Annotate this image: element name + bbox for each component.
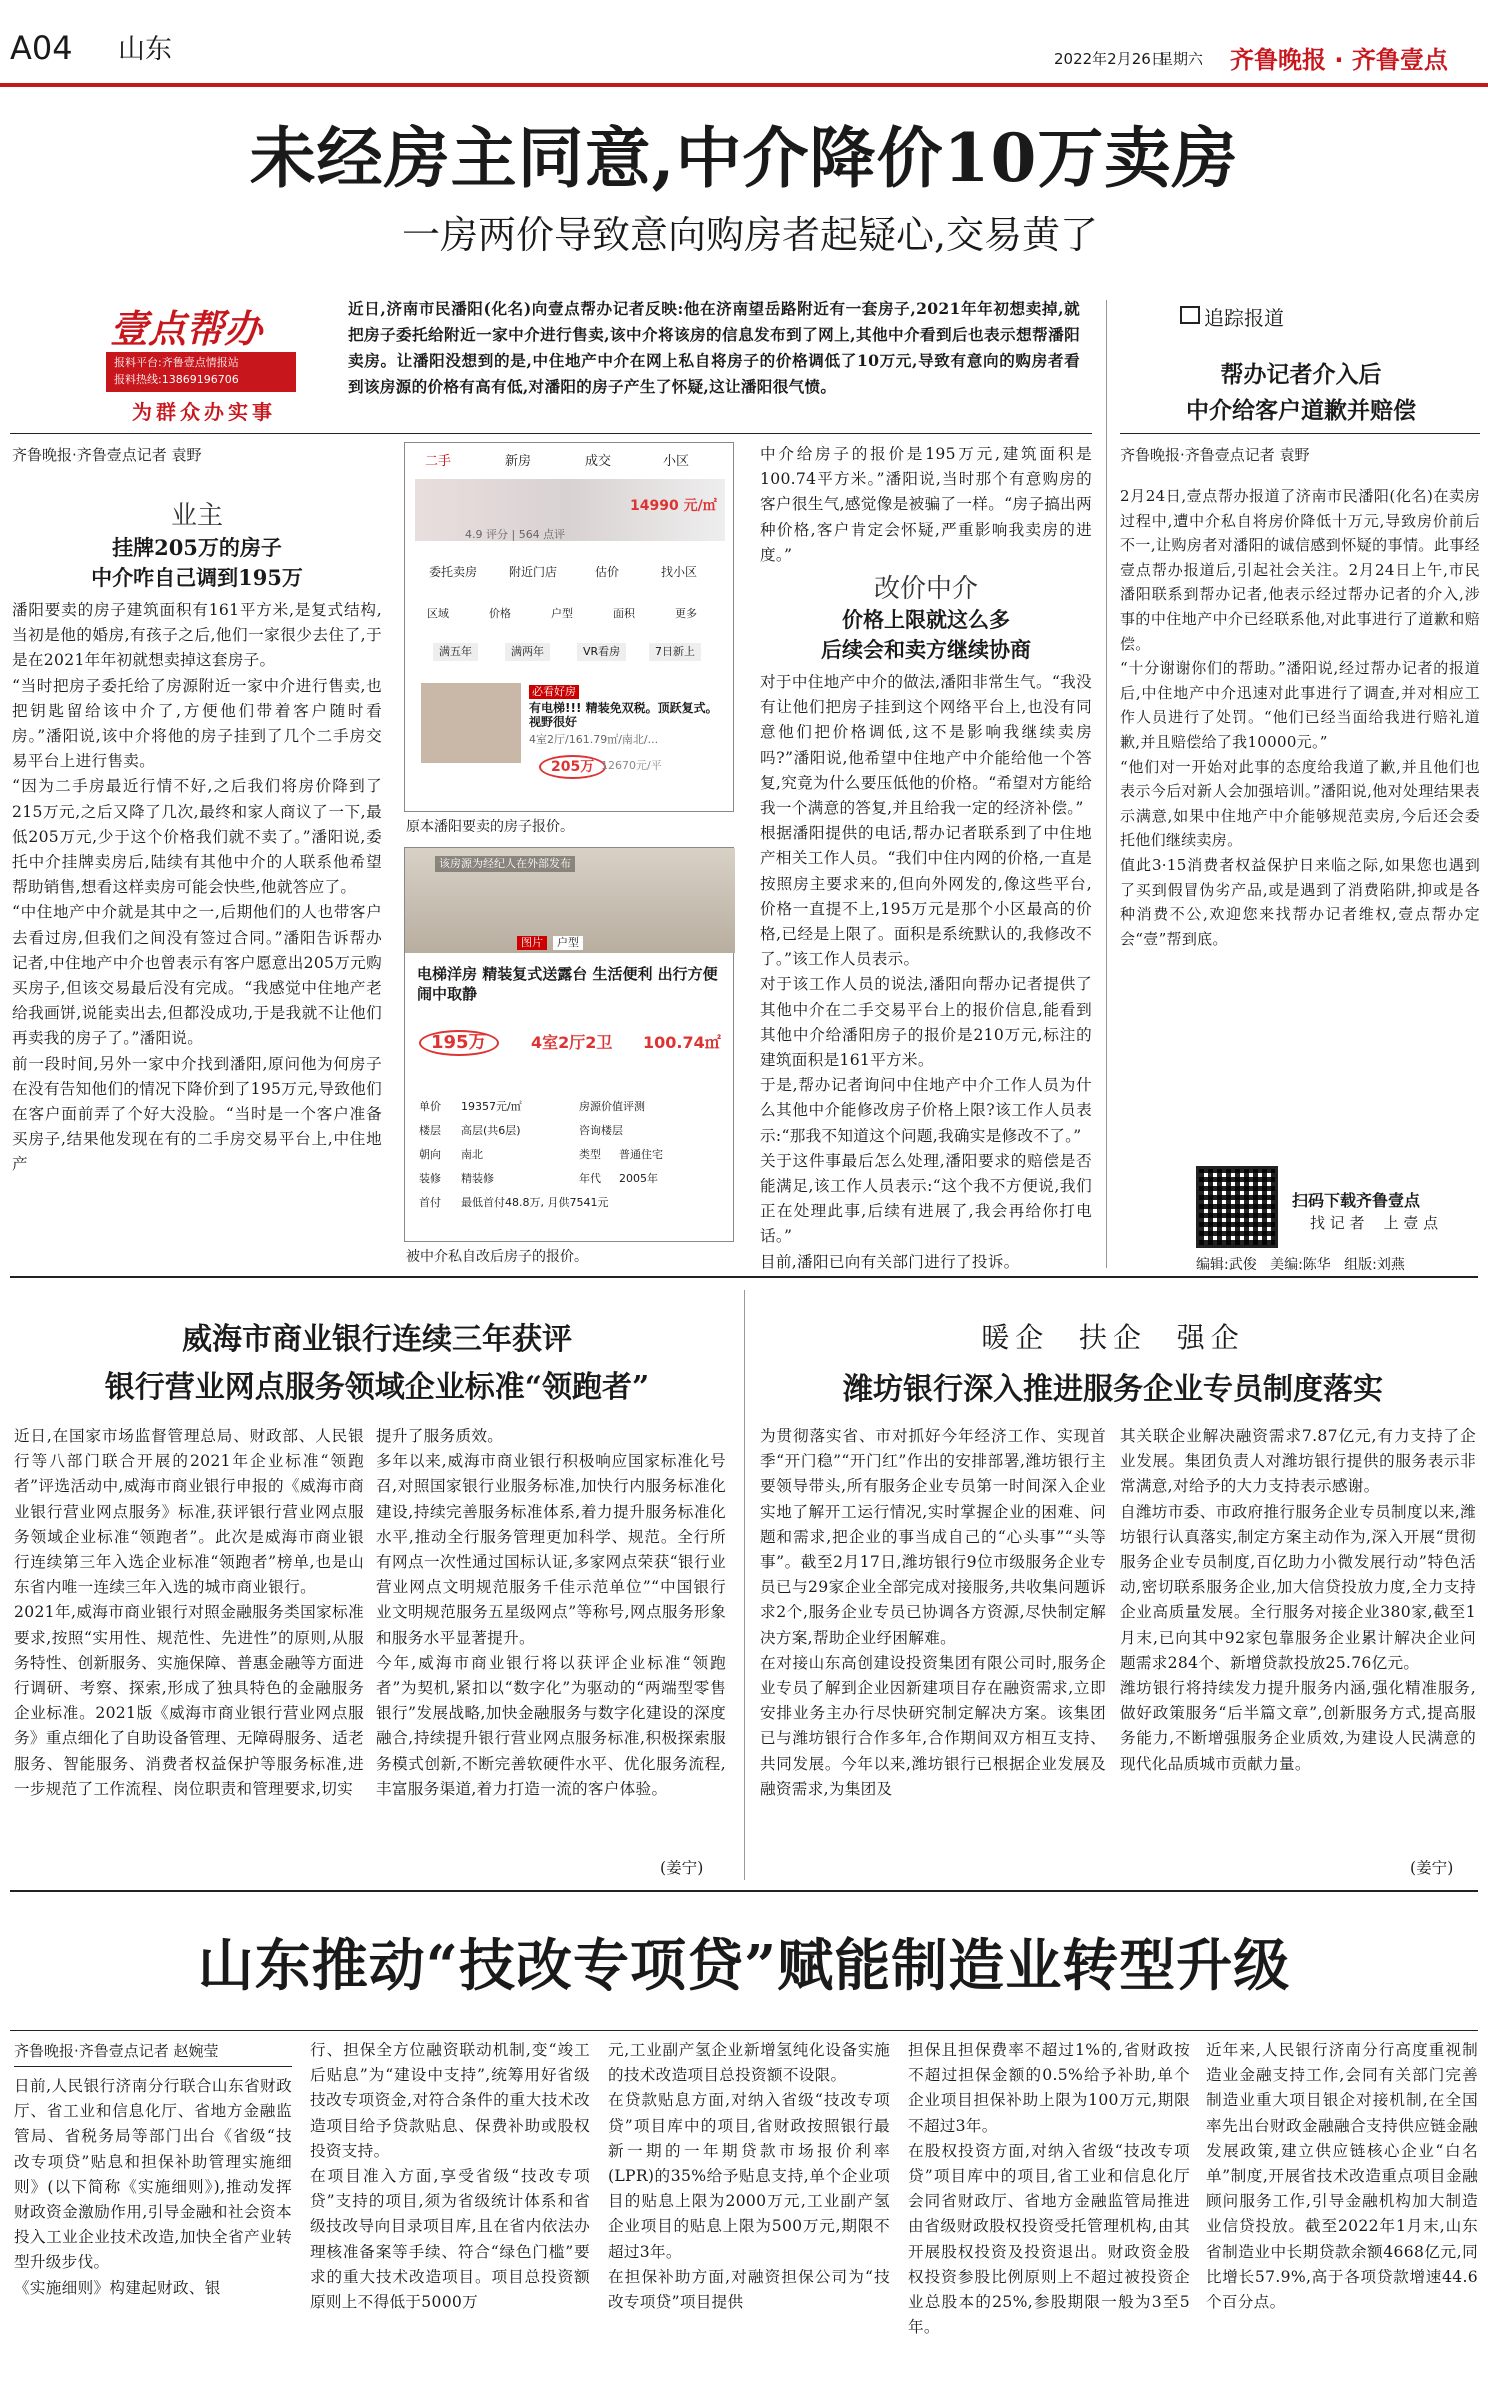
app2-header: 该房源为经纪人在外部发布 <box>435 856 575 872</box>
bangban-logo-block <box>106 298 296 422</box>
sub2-headline-2: 后续会和卖方继续协商 <box>821 637 1031 662</box>
story4-title-rule <box>10 2030 1478 2031</box>
sub1-tag: 业主 <box>170 501 223 531</box>
row-label: 年代 <box>579 1172 601 1185</box>
app1-chip-new[interactable]: 7日新上 <box>649 643 701 661</box>
app1-agent-score: 4.9 评分 | 564 点评 <box>465 528 566 541</box>
credits: 编辑:武俊 美编:陈华 组版:刘燕 <box>1196 1257 1405 1273</box>
app1-filter-size[interactable]: 面积 <box>613 607 635 620</box>
hotline-platform: 报料平台:齐鲁壹点情报站 <box>114 356 239 369</box>
app1-listing-title: 有电梯!!! 精装免双税。顶跃复式。视野很好 <box>529 701 718 729</box>
lead-bottom-rule <box>10 1276 1478 1278</box>
follow-headline-1: 帮办记者介入后 <box>1220 361 1382 388</box>
newspaper-logo: 齐鲁晚报 · 齐鲁壹点 <box>1230 46 1448 74</box>
section-name: 山东 <box>118 34 172 65</box>
lead-subheadline: 一房两价导致意向购房者起疑心,交易黄了 <box>401 213 1099 257</box>
lead-column-1: 潘阳要卖的房子建筑面积有161平方米,是复式结构,当初是他的婚房,有孩子之后,他们一家很少去住了,于是在2021年年初就想卖掉这套房子。 “当时把房子委托给了房源附近一家中介进行售卖,也把钥匙留给该中介了,方便他们带着客户随时看房。”潘阳说,该中介将他的房子挂到了几个二手房交易平台上进行售卖。 “因为二手房最近行情不好,之后我们将房价降到了215万元,之后又降了几次,最终和家人商议了一下,最低205万元,少于这个价格我们就不卖了。”潘阳说,委托中介挂牌卖房后,陆续有其他中介的人联系他希望帮助销售,想看这样卖房可能会快些,他就答应了。 “中住地产中介就是其中之一,后期他们的人也带客户去看过房,但我们之间没有签过合同。”潘阳告诉帮办记者,中住地产中介也曾表示有客户愿意出205万元购买房子,但该交易最后没有完成。“我感觉中住地产老给我画饼,说能卖出去,但都没成功,于是我就不让他们再卖我的房子了。”潘阳说。 前一段时间,另外一家中介找到潘阳,原问他为何房子在没有告知他们的情况下降价到了195万元,导致他们在客户面前弄了个好大没脸。“当时是一个客户准备买房子,结果他发现在有的二手房交易平台上,中住地产 <box>12 601 382 1174</box>
column-divider <box>1106 300 1107 1268</box>
lead-byline: 齐鲁晚报·齐鲁壹点记者 袁野 <box>12 446 202 464</box>
sub1-headline-2: 中介咋自己调到195万 <box>91 565 303 590</box>
qr-code[interactable] <box>1196 1166 1278 1248</box>
story4-byline-rule <box>14 2066 292 2067</box>
app2-layout: 4室2厅2卫 <box>531 1033 613 1052</box>
row-label: 楼层 <box>419 1124 441 1137</box>
story4-column-2: 行、担保全方位融资联动机制,变“竣工后贴息”为“建设中支持”,统筹用好省级技改专项资金,对符合条件的重大技术改造项目给予贷款贴息、保费补助或股权投资支持。 在项目准入方面,享受省级“技改专项贷”支持的项目,须为省级统计体系和省级技改导向目录项目库,且在省内依法办理核准备案等手续、符合“绿色门槛”要求的重大技术改造项目。项目总投资额原则上不得低于5000万 <box>310 2041 590 2312</box>
story4-byline: 齐鲁晚报·齐鲁壹点记者 赵婉莹 <box>14 2042 219 2060</box>
app1-filter-more[interactable]: 更多 <box>675 607 697 620</box>
app1-btn-find[interactable]: 找小区 <box>661 565 698 579</box>
app1-btn-stores[interactable]: 附近门店 <box>509 565 558 579</box>
app1-filter-type[interactable]: 户型 <box>551 607 573 620</box>
story3-column-1: 为贯彻落实省、市对抓好今年经济工作、实现首季“开门稳”“开门红”作出的安排部署,潍坊银行主要领导带头,所有服务企业专员第一时间深入企业实地了解开工运行情况,实时掌握企业的困难、问题和需求,把企业的事当成自己的“心头事”“头等事”。截至2月17日,潍坊银行9位市级服务企业专员已与29家企业全部完成对接服务,共收集问题诉求2个,服务企业专员已协调各方资源,尽快制定解决方案,帮助企业纾困解难。 在对接山东高创建设投资集团有限公司时,服务企业专员了解到企业因新建项目存在融资需求,立即安排业务主办行尽快研究制定解决方案。该集团已与潍坊银行合作多年,合作期间双方相互支持、共同发展。今年以来,潍坊银行已根据企业发展及融资需求,为集团及 <box>760 1427 1106 1798</box>
hotline-phone: 报料热线:13869196706 <box>114 373 239 386</box>
qr-label-2: 找 记 者 上 壹 点 <box>1310 1214 1439 1232</box>
row-value: 最低首付48.8万, 月供7541元 <box>461 1196 609 1209</box>
app2-area: 100.74㎡ <box>643 1033 721 1052</box>
lead-column-3b: 对于中住地产中介的做法,潘阳非常生气。“我没有让他们把房子挂到这个网络平台上,也没有同意他们把价格调低,这不是影响我继续卖房吗?”潘阳说,他希望中住地产中介能给他一个答复,究竟为什么要压低他的价格。“希望对方能给我一个满意的答复,并且给我一定的经济补偿。” 根据潘阳提供的电话,帮办记者联系到了中住地产相关工作人员。“我们中住内网的价格,一直是按照房主要求来的,但向外网发的,像这些平台,价格一直提不上,195万元是那个小区最高的价格,已经是上限了。面积是系统默认的,我修改不了。”该工作人员表示。 对于该工作人员的说法,潘阳向帮办记者提供了其他中介在二手交易平台上的报价信息,能看到其他中介给潘阳房子的报价是210万元,标注的建筑面积是161平方米。 于是,帮办记者询问中住地产中介工作人员为什么其他中介能修改房子价格上限?该工作人员表示:“那我不知道这个问题,我确实是修改不了。” 关于这件事最后怎么处理,潘阳要求的赔偿是否能满足,该工作人员表示:“这个我不方便说,我们正在处理此事,后续有进展了,我会再给你打电话。” 目前,潘阳已向有关部门进行了投诉。 <box>760 673 1092 1271</box>
story4-top-rule <box>10 1890 1478 1892</box>
app1-tab-community[interactable]: 小区 <box>663 454 690 469</box>
bangban-slogan: 为群众办实事 <box>132 400 276 424</box>
bangban-logo: 壹点帮办 <box>110 306 263 351</box>
app1-listing-unit: 12670元/平 <box>601 759 662 772</box>
story4-column-5: 近年来,人民银行济南分行高度重视制造业金融支持工作,会同有关部门完善制造业重大项目银企对接机制,在全国率先出台财政金融融合支持供应链金融发展政策,建立供应链核心企业“白名单”制度,开展省技术改造重点项目金融顾问服务工作,引导金融机构加大制造业信贷投放。截至2022年1月末,山东省制造业中长期贷款余额4668亿元,同比增长57.9%,高于各项贷款增速44.6个百分点。 <box>1206 2041 1478 2312</box>
app1-tab-deal[interactable]: 成交 <box>585 454 612 469</box>
sub2-headline-1: 价格上限就这么多 <box>842 607 1010 632</box>
app1-unit-price: 14990 元/㎡ <box>630 498 717 514</box>
lead-rule-top <box>10 433 1092 434</box>
follow-column: 2月24日,壹点帮办报道了济南市民潘阳(化名)在卖房过程中,遭中介私自将房价降低十万元,导致房价前后不一,让购房者对潘阳的诚信感到怀疑的事情。此事经壹点帮办报道后,引起社会关注。2月24日上午,市民潘阳联系到帮办记者,他表示经过帮办记者的介入,涉事的中住地产中介已经联系他,对此事进行了道歉和赔偿。 “十分谢谢你们的帮助。”潘阳说,经过帮办记者的报道后,中住地产中介迅速对此事进行了调查,并对相应工作人员进行了处罚。“他们已经当面给我进行赔礼道歉,并且赔偿给了我10000元。” “他们对一开始对此事的态度给我道了歉,并且他们也表示今后对新人会加强培训。”潘阳说,他对处理结果表示满意,如果中住地产中介能够规范卖房,今后还会委托他们继续卖房。 值此3·15消费者权益保护日来临之际,如果您也遇到了买到假冒伪劣产品,或是遇到了消费陷阱,抑或是各种消费不公,欢迎您来找帮办记者维权,壹点帮办定会“壹”帮到底。 <box>1120 487 1480 948</box>
app1-listing-price: 205万 <box>539 755 606 779</box>
app1-btn-entrust[interactable]: 委托卖房 <box>429 565 478 579</box>
lead-column-3a: 中介给房子的报价是195万元,建筑面积是100.74平方米。”潘阳说,当时那个有意购房的客户很生气,感觉像是被骗了一样。“房子搞出两种价格,客户肯定会怀疑,严重影响我卖房的进度。” <box>760 445 1092 564</box>
row-label: 装修 <box>419 1172 441 1185</box>
row-label: 朝向 <box>419 1148 441 1161</box>
story3-column-2: 其关联企业解决融资需求7.87亿元,有力支持了企业发展。集团负责人对潍坊银行提供的服务表示非常满意,对给予的大力支持表示感谢。 自潍坊市委、市政府推行服务企业专员制度以来,潍坊银行认真落实,制定方案主动作为,深入开展“贯彻服务企业专员制度,百亿助力小微发展行动”特色活动,密切联系服务企业,加大信贷投放力度,全力支持企业高质量发展。全行服务对接企业380家,截至1月末,已向其中92家包靠服务企业累计解决企业问题需求284个、新增贷款投放25.76亿元。 潍坊银行将持续发力提升服务内涵,强化精准服务,做好政策服务“后半篇文章”,创新服务方式,提高服务能力,不断增强服务企业质效,为建设人民满意的现代化品质城市贡献力量。 <box>1120 1427 1476 1773</box>
app2-price: 195万 <box>419 1030 499 1056</box>
story3-kicker: 暖企 扶企 强企 <box>981 1321 1245 1354</box>
issue-weekday: 星期六 <box>1158 50 1204 68</box>
row-value: 精装修 <box>461 1172 494 1185</box>
app1-btn-valuation[interactable]: 估价 <box>595 565 620 579</box>
story4-column-1: 日前,人民银行济南分行联合山东省财政厅、省工业和信息化厅、省地方金融监管局、省税务局等部门出台《省级“技改专项贷”贴息和担保补助管理实施细则》(以下简称《实施细则》),推动发挥财政资金激励作用,引导金融和社会资本投入工业企业技术改造,加快全省产业转型升级步伐。 《实施细则》构建起财政、银 <box>14 2077 292 2297</box>
sub1-headline-1: 挂牌205万的房子 <box>112 535 282 560</box>
story2-column-2: 提升了服务质效。 多年以来,威海市商业银行积极响应国家标准化号召,对照国家银行业服务标准,加快行内服务标准化建设,持续完善服务标准体系,着力提升服务标准化水平,推动全行服务管理更加科学、规范。全行所有网点一次性通过国标认证,多家网点荣获“银行业营业网点文明规范服务千佳示范单位”“中国银行业文明规范服务五星级网点”等称号,网点服务形象和服务水平显著提升。 今年,威海市商业银行将以获评企业标准“领跑者”为契机,紧扣以“数字化”为驱动的“两端型零售银行”发展战略,加快金融服务与数字化建设的深度融合,持续提升银行营业网点服务标准,积极探索服务模式创新,不断完善软硬件水平、优化服务流程,丰富服务渠道,着力打造一流的客户体验。 <box>376 1427 726 1798</box>
follow-rule <box>1120 433 1480 434</box>
issue-date: 2022年2月26日 <box>1054 50 1166 68</box>
app1-chip-5y[interactable]: 满五年 <box>433 643 478 661</box>
app2-tab-photo[interactable]: 图片 <box>517 936 547 950</box>
img1-caption: 原本潘阳要卖的房子报价。 <box>406 819 574 835</box>
listing-screenshot-modified <box>404 847 734 1242</box>
app1-tab-new[interactable]: 新房 <box>505 454 532 469</box>
follow-tag-box <box>1180 306 1200 324</box>
app1-listing-tag: 必看好房 <box>529 685 579 699</box>
listing-photo <box>421 683 521 763</box>
story2-signature: (姜宁) <box>660 1856 703 1881</box>
listing-screenshot-original <box>404 442 734 812</box>
sub2-tag: 改价中介 <box>873 574 978 604</box>
story2-title-2: 银行营业网点服务领域企业标准“领跑者” <box>104 1370 650 1405</box>
app1-chip-2y[interactable]: 满两年 <box>505 643 550 661</box>
row-value: 普通住宅 <box>619 1148 663 1161</box>
page-number: A04 <box>10 29 73 67</box>
story4-title: 山东推动“技改专项贷”赋能制造业转型升级 <box>197 1933 1291 1999</box>
story4-column-3: 元,工业副产氢企业新增氢纯化设备实施的技术改造项目总投资额不设限。 在贷款贴息方面,对纳入省级“技改专项贷”项目库中的项目,省财政按照银行最新一期的一年期贷款市场报价利率(LPR)的35%给予贴息支持,单个企业项目的贴息上限为2000万元,工业副产氢企业项目的贴息上限为500万元,期限不超过3年。 在担保补助方面,对融资担保公司为“技改专项贷”项目提供 <box>608 2041 890 2312</box>
row-label: 首付 <box>419 1196 441 1209</box>
story2-column-1: 近日,在国家市场监督管理总局、财政部、人民银行等八部门联合开展的2021年企业标准“领跑者”评选活动中,威海市商业银行申报的《威海市商业银行营业网点服务》标准,获评银行营业网点服务领域企业标准“领跑者”。此次是威海市商业银行连续第三年入选企业标准“领跑者”榜单,也是山东省内唯一连续三年入选的城市商业银行。 2021年,威海市商业银行对照金融服务类国家标准要求,按照“实用性、规范性、先进性”的原则,从服务特性、创新服务、实施保障、普惠金融等方面进行调研、考察、探索,形成了独具特色的金融服务企业标准。2021版《威海市商业银行营业网点服务》重点细化了自助设备管理、无障碍服务、适老服务、智能服务、消费者权益保护等服务标准,进一步规范了工作流程、岗位职责和管理要求,切实 <box>14 1427 364 1798</box>
story3-title: 潍坊银行深入推进服务企业专员制度落实 <box>843 1372 1383 1407</box>
middle-divider <box>744 1290 745 1880</box>
lead-headline: 未经房主同意,中介降价10万卖房 <box>249 119 1239 197</box>
row-label: 类型 <box>579 1148 601 1161</box>
row-label: 单价 <box>419 1100 441 1113</box>
app2-title: 电梯洋房 精装复式送露台 生活便利 出行方便 闹中取静 <box>417 965 718 1003</box>
qr-label-1: 扫码下载齐鲁壹点 <box>1292 1191 1421 1210</box>
row-value: 高层(共6层) <box>461 1124 521 1137</box>
story2-title-1: 威海市商业银行连续三年获评 <box>182 1322 572 1357</box>
row-value: 南北 <box>461 1148 483 1161</box>
follow-headline-2: 中介给客户道歉并赔偿 <box>1186 397 1416 424</box>
app1-filter-price[interactable]: 价格 <box>489 607 511 620</box>
story3-signature: (姜宁) <box>1410 1856 1453 1881</box>
row-value: 19357元/㎡ <box>461 1100 522 1113</box>
follow-tag: 追踪报道 <box>1204 306 1284 330</box>
masthead-rule <box>0 83 1488 87</box>
app1-tab-secondhand[interactable]: 二手 <box>425 454 452 469</box>
row-link[interactable]: 房源价值评测 <box>579 1100 645 1113</box>
app1-listing-meta: 4室2厅/161.79㎡/南北/... <box>529 733 659 746</box>
app2-tab-layout[interactable]: 户型 <box>553 936 583 950</box>
app1-filter-area[interactable]: 区域 <box>427 607 449 620</box>
app1-chip-vr[interactable]: VR看房 <box>577 643 626 661</box>
story4-column-4: 担保且担保费率不超过1%的,省财政按不超过担保金额的0.5%给予补助,单个企业项目担保补助上限为100万元,期限不超过3年。 在股权投资方面,对纳入省级“技改专项贷”项目库中的项目,省工业和信息化厅会同省财政厅、省地方金融监管局推进由省级财政股权投资受托管理机构,由其开展股权投资及投资退出。财政资金股权投资参股比例原则上不超过被投资企业总股本的25%,参股期限一般为3至5年。 <box>908 2041 1190 2337</box>
follow-byline: 齐鲁晚报·齐鲁壹点记者 袁野 <box>1120 446 1310 464</box>
lead-intro: 近日,济南市民潘阳(化名)向壹点帮办记者反映:他在济南望岳路附近有一套房子,2021年年初想卖掉,就把房子委托给附近一家中介进行售卖,该中介将该房的信息发布到了网上,其他中介看到后也表示想帮潘阳卖房。让潘阳没想到的是,中住地产中介在网上私自将房子的价格调低了10万元,导致有意向的购房者看到该房源的价格有高有低,对潘阳的房子产生了怀疑,这让潘阳很气愤。 <box>348 299 1080 396</box>
row-value: 2005年 <box>619 1172 658 1185</box>
row-link[interactable]: 咨询楼层 <box>579 1124 623 1137</box>
img2-caption: 被中介私自改后房子的报价。 <box>406 1249 588 1265</box>
